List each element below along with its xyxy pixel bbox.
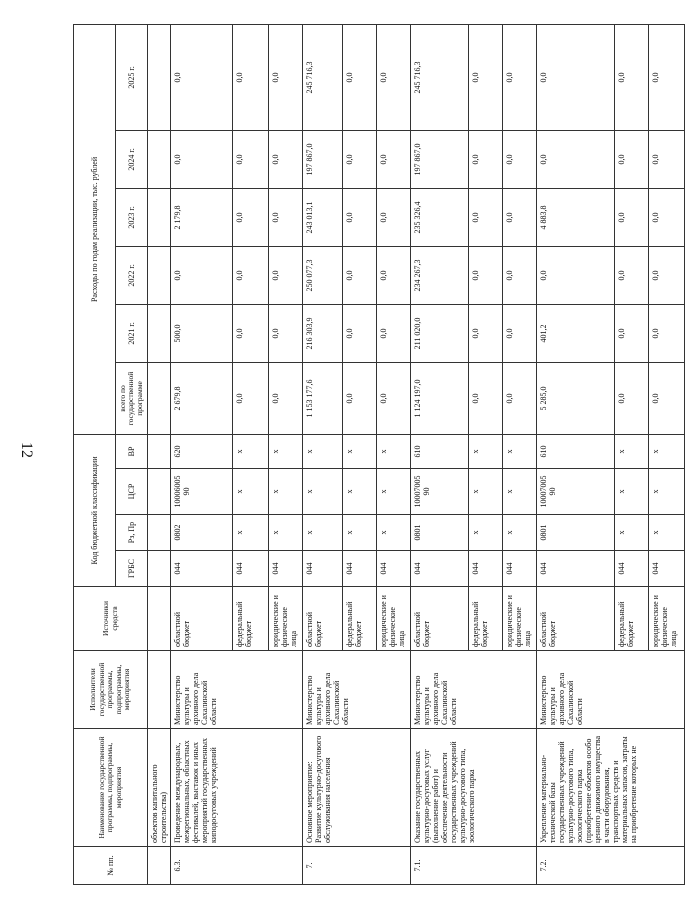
row-2022 xyxy=(148,246,171,304)
row-2021 xyxy=(148,304,171,362)
row-grbs: 044 xyxy=(233,551,269,587)
header-2025: 2025 г. xyxy=(116,24,148,130)
row-grbs: 044 xyxy=(503,551,537,587)
row-num: 7.2. xyxy=(537,847,685,885)
row-total: 5 285,0 xyxy=(537,362,615,434)
row-grbs: 044 xyxy=(469,551,503,587)
row-2024: 0,0 xyxy=(615,130,649,188)
row-2025: 0,0 xyxy=(503,24,537,130)
row-2024: 0,0 xyxy=(269,130,303,188)
row-source xyxy=(148,587,171,651)
row-source: юридические и физические лица xyxy=(649,587,685,651)
row-2023: 243 013,1 xyxy=(303,188,343,246)
header-rzpr: Рз, Пр xyxy=(116,515,148,551)
row-source: областной бюджет xyxy=(537,587,615,651)
row-rzpr: x xyxy=(469,515,503,551)
row-name: Оказание государственных культурно-досуговых услуг (выполнение работ) и обеспечение деятельности государственных учреждений культурно-досугового типа, зоологического парка xyxy=(411,729,537,847)
row-2022: 250 077,3 xyxy=(303,246,343,304)
row-csr: x xyxy=(303,469,343,515)
rotated-page xyxy=(73,25,678,885)
row-2025: 0,0 xyxy=(269,24,303,130)
row-grbs: 044 xyxy=(537,551,615,587)
row-csr: x xyxy=(343,469,377,515)
row-source: областной бюджет xyxy=(411,587,469,651)
row-grbs: 044 xyxy=(171,551,233,587)
header-2024: 2024 г. xyxy=(116,130,148,188)
row-2023: 0,0 xyxy=(269,188,303,246)
row-num: 6.3. xyxy=(171,847,303,885)
row-csr xyxy=(148,469,171,515)
row-name: Проведение международных, межрегиональных, областных фестивалей, выставок и иных мероприятий государственных киподосуговых учреждений xyxy=(171,729,303,847)
row-vr: x xyxy=(503,434,537,468)
table-row xyxy=(171,24,233,884)
row-source: областной бюджет xyxy=(303,587,343,651)
header-grbs: ГРБС xyxy=(116,551,148,587)
row-total: 0,0 xyxy=(615,362,649,434)
row-rzpr: 0801 xyxy=(411,515,469,551)
row-2023: 0,0 xyxy=(233,188,269,246)
row-total: 0,0 xyxy=(377,362,411,434)
row-2022: 0,0 xyxy=(233,246,269,304)
row-grbs: 044 xyxy=(615,551,649,587)
row-executor: Министерство культуры и архивного дела Сахалинской области xyxy=(303,651,411,729)
row-total: 0,0 xyxy=(343,362,377,434)
row-source: юридические и физические лица xyxy=(269,587,303,651)
row-2022: 0,0 xyxy=(469,246,503,304)
row-executor: Министерство культуры и архивного дела Сахалинской области xyxy=(537,651,685,729)
row-2022: 0,0 xyxy=(377,246,411,304)
row-name: Основное мероприятие: Развитие культурно-досугового обслуживания населения xyxy=(303,729,411,847)
table-body xyxy=(148,24,685,884)
row-grbs: 044 xyxy=(303,551,343,587)
row-2025: 245 716,3 xyxy=(303,24,343,130)
row-executor xyxy=(148,651,171,729)
row-vr: x xyxy=(343,434,377,468)
row-2025: 0,0 xyxy=(343,24,377,130)
row-2025: 0,0 xyxy=(469,24,503,130)
row-vr: x xyxy=(233,434,269,468)
row-total: 0,0 xyxy=(233,362,269,434)
row-2024 xyxy=(148,130,171,188)
row-num xyxy=(148,847,171,885)
row-csr: x xyxy=(615,469,649,515)
row-rzpr: x xyxy=(303,515,343,551)
row-2021: 0,0 xyxy=(649,304,685,362)
row-2022: 0,0 xyxy=(343,246,377,304)
row-2021: 0,0 xyxy=(503,304,537,362)
row-source: юридические и физические лица xyxy=(377,587,411,651)
row-2023: 0,0 xyxy=(615,188,649,246)
table-row xyxy=(148,24,171,884)
row-2022: 0,0 xyxy=(503,246,537,304)
row-total: 1 153 177,6 xyxy=(303,362,343,434)
row-2021: 401,2 xyxy=(537,304,615,362)
table-row xyxy=(537,24,615,884)
row-csr: x xyxy=(469,469,503,515)
row-executor: Министерство культуры и архивного дела Сахалинской области xyxy=(411,651,537,729)
header-name: Наименование государственной программы, подпрограммы, мероприятия xyxy=(74,729,148,847)
table-row xyxy=(303,24,343,884)
row-csr: x xyxy=(503,469,537,515)
header-executor: Исполнители государственной программы, подпрограммы, мероприятия xyxy=(74,651,148,729)
row-2024: 0,0 xyxy=(377,130,411,188)
row-num: 7. xyxy=(303,847,411,885)
row-rzpr: x xyxy=(343,515,377,551)
row-vr: x xyxy=(377,434,411,468)
row-2023 xyxy=(148,188,171,246)
row-grbs: 044 xyxy=(649,551,685,587)
row-source: юридические и физические лица xyxy=(503,587,537,651)
row-2022: 0,0 xyxy=(537,246,615,304)
header-vr: ВР xyxy=(116,434,148,468)
table-row xyxy=(411,24,469,884)
row-2025: 0,0 xyxy=(649,24,685,130)
row-2021: 0,0 xyxy=(343,304,377,362)
row-csr: x xyxy=(377,469,411,515)
row-2021: 0,0 xyxy=(269,304,303,362)
row-2025: 245 716,3 xyxy=(411,24,469,130)
row-2024: 0,0 xyxy=(171,130,233,188)
budget-table xyxy=(73,24,685,885)
row-2022: 0,0 xyxy=(615,246,649,304)
row-source: федеральный бюджет xyxy=(469,587,503,651)
row-vr: x xyxy=(303,434,343,468)
row-grbs xyxy=(148,551,171,587)
row-vr: 610 xyxy=(537,434,615,468)
row-vr: x xyxy=(269,434,303,468)
row-grbs: 044 xyxy=(411,551,469,587)
row-2021: 216 303,9 xyxy=(303,304,343,362)
row-grbs: 044 xyxy=(269,551,303,587)
row-2025: 0,0 xyxy=(537,24,615,130)
row-2025: 0,0 xyxy=(233,24,269,130)
row-2024: 0,0 xyxy=(343,130,377,188)
row-2023: 4 883,8 xyxy=(537,188,615,246)
row-2021: 0,0 xyxy=(615,304,649,362)
header-total: всего по государственной программе xyxy=(116,362,148,434)
row-csr: x xyxy=(649,469,685,515)
header-csr: ЦСР xyxy=(116,469,148,515)
row-csr: x xyxy=(269,469,303,515)
row-rzpr: x xyxy=(233,515,269,551)
row-2023: 235 326,4 xyxy=(411,188,469,246)
row-vr: 610 xyxy=(411,434,469,468)
row-total: 1 124 197,0 xyxy=(411,362,469,434)
row-vr: 620 xyxy=(171,434,233,468)
row-rzpr: x xyxy=(269,515,303,551)
row-grbs: 044 xyxy=(343,551,377,587)
row-2023: 0,0 xyxy=(503,188,537,246)
row-rzpr xyxy=(148,515,171,551)
row-vr xyxy=(148,434,171,468)
row-rzpr: x xyxy=(615,515,649,551)
row-2022: 0,0 xyxy=(649,246,685,304)
row-2024: 197 867,0 xyxy=(303,130,343,188)
row-source: федеральный бюджет xyxy=(615,587,649,651)
row-2024: 0,0 xyxy=(233,130,269,188)
row-csr: 10007005 90 xyxy=(537,469,615,515)
row-vr: x xyxy=(615,434,649,468)
row-rzpr: x xyxy=(503,515,537,551)
row-vr: x xyxy=(469,434,503,468)
row-csr: 10007005 90 xyxy=(411,469,469,515)
row-total: 0,0 xyxy=(269,362,303,434)
row-2021: 0,0 xyxy=(469,304,503,362)
row-source: федеральный бюджет xyxy=(343,587,377,651)
row-source: федеральный бюджет xyxy=(233,587,269,651)
row-2023: 0,0 xyxy=(343,188,377,246)
row-2023: 0,0 xyxy=(377,188,411,246)
row-source: областной бюджет xyxy=(171,587,233,651)
row-executor: Министерство культуры и архивного дела Сахалинской области xyxy=(171,651,303,729)
row-2024: 0,0 xyxy=(649,130,685,188)
row-vr: x xyxy=(649,434,685,468)
row-rzpr: x xyxy=(377,515,411,551)
header-source: Источники средств xyxy=(74,587,148,651)
row-total: 2 679,8 xyxy=(171,362,233,434)
header-2023: 2023 г. xyxy=(116,188,148,246)
row-num: 7.1. xyxy=(411,847,537,885)
row-name: Укрепление материально-технической базы государственных учреждений культурно-досугового типа, зоологического парка (приобретение объектов особо ценного движимого имущества в части оборудования, транспортных средств и материальных запасов, затраты на приобретение которых не xyxy=(537,729,685,847)
row-2025: 0,0 xyxy=(377,24,411,130)
header-num: № пп. xyxy=(74,847,148,885)
row-2021: 0,0 xyxy=(233,304,269,362)
row-2022: 0,0 xyxy=(269,246,303,304)
row-grbs: 044 xyxy=(377,551,411,587)
row-2023: 0,0 xyxy=(469,188,503,246)
header-2022: 2022 г. xyxy=(116,246,148,304)
row-csr: x xyxy=(233,469,269,515)
row-total: 0,0 xyxy=(649,362,685,434)
row-2023: 2 179,8 xyxy=(171,188,233,246)
row-csr: 10006005 90 xyxy=(171,469,233,515)
row-rzpr: x xyxy=(649,515,685,551)
page-number: 12 xyxy=(18,442,35,458)
row-2022: 0,0 xyxy=(171,246,233,304)
row-rzpr: 0801 xyxy=(537,515,615,551)
header-spending-group: Расходы по годам реализации, тыс. рублей xyxy=(74,24,116,434)
row-2021: 500,0 xyxy=(171,304,233,362)
row-name: объектов капитального строительства) xyxy=(148,729,171,847)
row-2025: 0,0 xyxy=(171,24,233,130)
row-total: 0,0 xyxy=(503,362,537,434)
row-2025 xyxy=(148,24,171,130)
row-2025: 0,0 xyxy=(615,24,649,130)
row-2024: 0,0 xyxy=(537,130,615,188)
row-2023: 0,0 xyxy=(649,188,685,246)
row-2021: 211 020,0 xyxy=(411,304,469,362)
row-2021: 0,0 xyxy=(377,304,411,362)
row-2024: 0,0 xyxy=(503,130,537,188)
row-total: 0,0 xyxy=(469,362,503,434)
row-2024: 0,0 xyxy=(469,130,503,188)
row-2022: 234 267,3 xyxy=(411,246,469,304)
header-codes-group: Код бюджетной классификации xyxy=(74,434,116,586)
row-total xyxy=(148,362,171,434)
header-2021: 2021 г. xyxy=(116,304,148,362)
row-rzpr: 0802 xyxy=(171,515,233,551)
row-2024: 197 867,0 xyxy=(411,130,469,188)
